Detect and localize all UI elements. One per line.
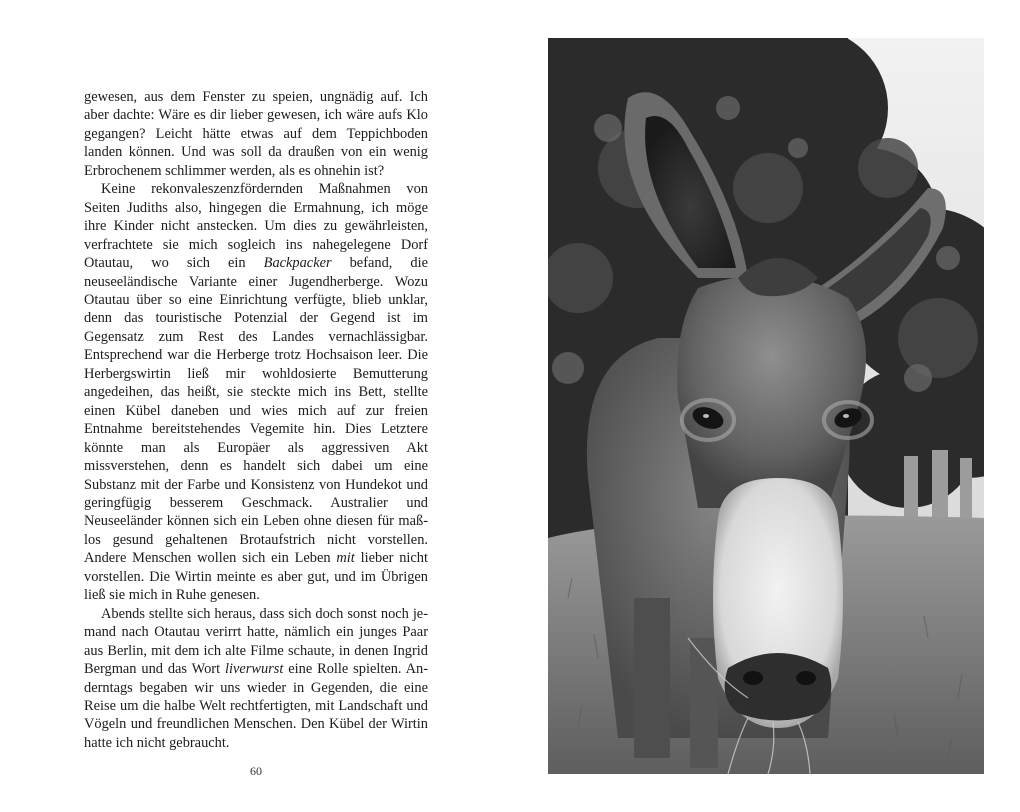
italic-term: mit [336,550,355,567]
text-run: lieber nicht vorstellen. Die Wirtin meinte es aber gut, und im Übrigen ließ sie mich in Ruhe genesen. [84,550,429,604]
text-run: eine Rolle spielten. Anderntags begaben wir uns wieder in Gegenden, die eine Reise um die halbe Welt rechtfertigten, mit Landschaft und Vögeln und freundlichen Menschen. Den Kübel der Wirtin hatte ich nicht gebraucht. [84,661,428,751]
text-run: Abends stellte sich heraus, dass sich doch sonst noch jemand nach Otautau verirrt hatte, nämlich ein junges Paar aus Berlin, mit dem ich alte Filme schaute, in denen Ingrid Bergman und das Wort [84,605,428,678]
text-run: gewesen, aus dem Fenster zu speien, ungnädig auf. Ich aber dachte: Wäre es dir lieber gewesen, ich wäre aufs Klo gegangen? Leicht hätte etwas auf dem Teppichboden landen können. Und was soll da draußen von ein wenig Erbrochenem schlimmer werden, als es ohnehin ist? [84,89,428,179]
right-page [510,0,1020,812]
italic-term: liverwurst [224,661,284,678]
text-run: Keine rekonvaleszenzfördernden Maßnahmen von Seiten Judiths also, hingegen die Ermahnung, ich möge ihre Kinder nicht anstecken. Um dies zu gewährleisten, verfrachtete sie mich sogleich ins nahegelegene Dorf Otautau, wo sich ein [84,181,428,272]
italic-term: Backpacker [263,255,332,272]
text-run: befand, die neuseeländische Variante einer Jugendherberge. Wozu Otautau über so eine Einrichtung verfügte, blieb unklar, denn das touristische Potenzial der Gegend ist im Gegensatz zum Rest des Landes vernachlässigbar. Entsprechend war die Herberge trotz Hochsaison leer. Die Herbergswirtin ließ mir wohldosierte Bemutterung angedeihen, das heißt, sie steckte mich ins Bett, stellte einen Kübel daneben und wies mich auf zur freien Entnahme bereitstehendes Vegemite hin. Dies Letztere könnte man als Europäer als aggressiven Akt missverstehen, denn es handelt sich dabei um eine Substanz mit der Farbe und Konsistenz von Hundekot und geringfügig besserem Geschmack. Australier und Neuseeländer können sich ein Leben ohne diesen für maßlos gesund gehaltenen Brotaufstrich nicht vorstellen. Andere Menschen wollen sich ein Leben [84,255,428,567]
donkey-photo [548,38,984,774]
donkey-photo-image [548,38,984,774]
page-number: 60 [250,764,262,778]
paragraph [84,88,428,180]
body-text [84,88,428,752]
paragraph [84,180,428,604]
paragraph [84,605,428,753]
